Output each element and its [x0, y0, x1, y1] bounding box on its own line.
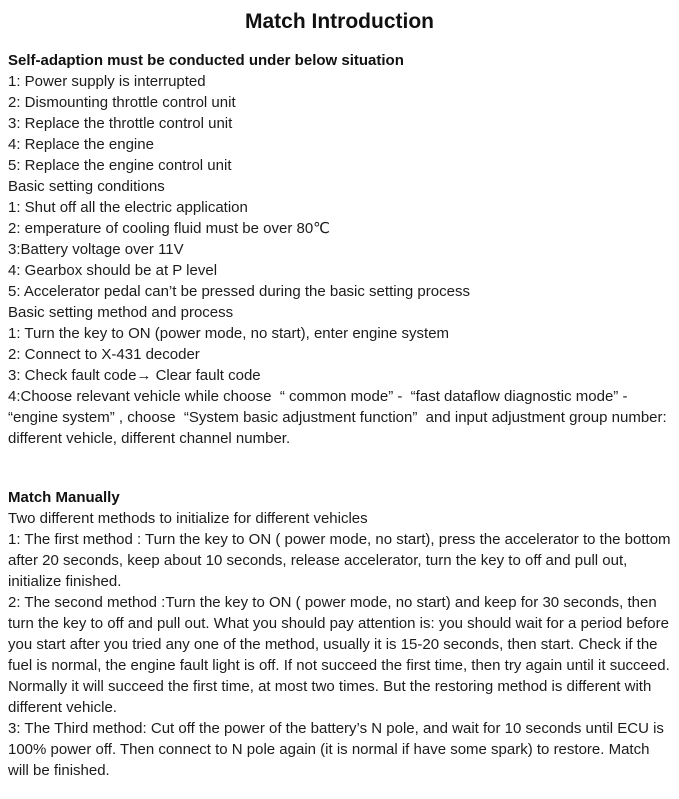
self-adaption-heading: Self-adaption must be conducted under below situation	[8, 52, 404, 69]
method-step-2: 2: Connect to X-431 decoder	[8, 346, 200, 363]
condition-item-4: 4: Gearbox should be at P level	[8, 262, 218, 279]
page-title: Match Introduction	[245, 10, 434, 33]
manual-method-3: 3: The Third method: Cut off the power of the battery’s N pole, and wait for 10 seconds until ECU is 100% power off. Then connect to N pole again (it is normal if have some spark) to restore. Match will be finished.	[8, 720, 669, 779]
method-step-1: 1: Turn the key to ON (power mode, no start), enter engine system	[8, 325, 450, 342]
manual-method-1: 1: The first method : Turn the key to ON ( power mode, no start), press the accelerator to the bottom after 20 seconds, keep about 10 seconds, release accelerator, turn the key to off and pull out, initialize finished.	[8, 531, 675, 590]
condition-item-2: 2: emperature of cooling fluid must be over 80℃	[8, 220, 331, 237]
manual-method-2: 2: The second method :Turn the key to ON ( power mode, no start) and keep for 30 seconds, then turn the key to off and pull out. What you should pay attention is: you should wait for a period before you start after you tried any one of the method, usually it is 15-20 seconds, then start. Check if the fuel is normal, the engine fault light is off. If not succeed the first time, then try again until it succeed. Normally it will succeed the first time, at most two times. But the restoring method is different with different vehicle.	[8, 594, 674, 716]
condition-item-5: 5: Accelerator pedal can’t be pressed during the basic setting process	[8, 283, 470, 300]
condition-item-1: 1: Shut off all the electric application	[8, 199, 248, 216]
method-step-3: 3: Check fault code→ Clear fault code	[8, 367, 261, 384]
method-step-4: 4:Choose relevant vehicle while choose “ common mode” - “fast dataflow diagnostic mode” - “engine system” , choose “System basic adjustment function” and input adjustment group number: different vehicle, different channel number.	[8, 388, 671, 447]
situation-item-1: 1: Power supply is interrupted	[8, 73, 206, 90]
basic-setting-method-heading: Basic setting method and process	[8, 304, 234, 321]
condition-item-3: 3:Battery voltage over 11V	[8, 241, 184, 258]
match-manually-heading: Match Manually	[8, 489, 120, 506]
situation-item-5: 5: Replace the engine control unit	[8, 157, 232, 174]
section-self-adaption	[8, 50, 671, 449]
situation-item-4: 4: Replace the engine	[8, 136, 154, 153]
situation-item-3: 3: Replace the throttle control unit	[8, 115, 233, 132]
match-manually-subheading: Two different methods to initialize for different vehicles	[8, 510, 368, 527]
situation-item-2: 2: Dismounting throttle control unit	[8, 94, 236, 111]
basic-setting-conditions-heading: Basic setting conditions	[8, 178, 165, 195]
section-match-manually	[8, 487, 675, 781]
